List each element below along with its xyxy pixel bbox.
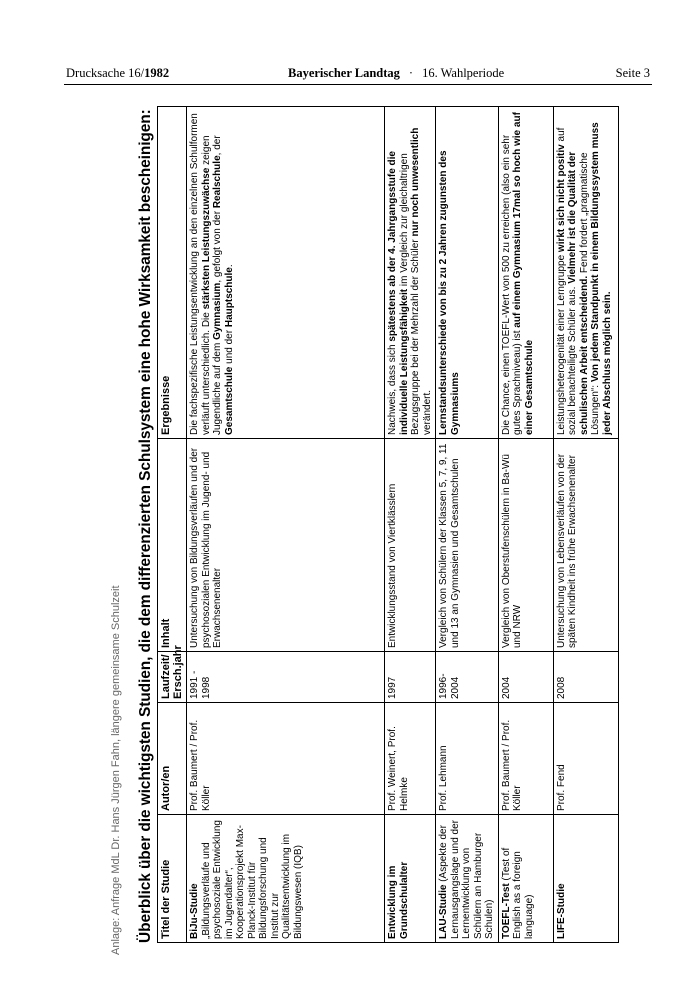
cell-laufzeit: 2008: [553, 652, 618, 703]
header-rule: [64, 84, 652, 85]
cell-titel: LAU-Studie (Aspekte der Lernausgangslage und der Lernentwicklung von Schülern an Hamburger Schulen): [436, 815, 499, 943]
cell-ergebnisse: Lernstandsunterschiede von bis zu 2 Jahren zugunsten des Gymnasiums: [436, 107, 499, 439]
rotated-content: [110, 107, 613, 965]
cell-titel: LIFE-Studie: [553, 815, 618, 943]
cell-laufzeit: 1991 - 1998: [187, 652, 385, 703]
table-title: Überblick über die wichtigsten Studien, die dem differenzierten Schulsystem eine hohe Wirksamkeit bescheinigen:: [137, 109, 154, 943]
cell-inhalt: Vergleich von Schülern der Klassen 5, 7, 9, 11 und 13 an Gymnasien und Gesamtschulen: [436, 439, 499, 652]
col-header-ergebnisse: Ergebnisse: [158, 107, 187, 439]
cell-titel: BiJu-Studie „Bildungsverläufe und psychosoziale Entwicklung im Jugendalter“, Kooperationsprojekt Max-Planck-Institut für Bildungsforschung und Institut zur Qualitätsentwicklung im Bildungswesen (IQB): [187, 815, 385, 943]
header-parliament: Bayerischer Landtag · 16. Wahlperiode: [288, 66, 505, 80]
cell-laufzeit: 2004: [498, 652, 553, 703]
col-header-titel: Titel der Studie: [158, 815, 187, 943]
cell-laufzeit: 1996-2004: [436, 652, 499, 703]
studies-table: [157, 106, 619, 943]
cell-ergebnisse: Nachweis, dass sich spätestens ab der 4. Jahrgangsstufe die individuelle Leistungsfähigkeit im Vergleich zur gleichaltrigen Bezugsgruppe bei der Mehrzahl der Schüler nur noch unwesentlich verändert.: [385, 107, 436, 439]
table-row: [553, 107, 618, 943]
drucksache-number: Drucksache 16/1982: [66, 66, 170, 80]
cell-ergebnisse: Leistungsheterogenität einer Lerngruppe wirkt sich nicht positiv auf sozial benachteiligte Schüler aus. Vielmehr ist die Qualität der schulischen Arbeit entscheidend. Fend fordert „pragmatische Lösungen“: Von jedem Standpunkt in einem Bildungssystem muss jeder Abschluss möglich sein.: [553, 107, 618, 439]
page-number: Seite 3: [615, 66, 650, 80]
cell-laufzeit: 1997: [385, 652, 436, 703]
attachment-note: Anlage: Anfrage MdL Dr. Hans Jürgen Fahn, längere gemeinsame Schulzeit: [110, 585, 122, 955]
table-header-row: [158, 107, 187, 943]
cell-autor: Prof. Weinert, Prof. Helmke: [385, 703, 436, 815]
cell-ergebnisse: Die Chance, einen TOEFL-Wert von 500 zu erreichen (also ein sehr gutes Sprachniveau) ist auf einem Gymnasium 17mal so hoch wie auf einer Gesamtschule: [498, 107, 553, 439]
cell-autor: Prof. Baumert / Prof. Köller: [498, 703, 553, 815]
cell-autor: Prof. Lehmann: [436, 703, 499, 815]
cell-inhalt: Entwicklungsstand von Viertklässlern: [385, 439, 436, 652]
cell-ergebnisse: Die fachspezifische Leistungsentwicklung an den einzelnen Schulformen verläuft unterschiedlich. Die stärksten Leistungszuwächse zeigen Jugendliche auf dem Gymnasium, gefolgt von der Realschule, der Gesamtschule und der Hauptschule.: [187, 107, 385, 439]
cell-titel: Entwicklung im Grundschulalter: [385, 815, 436, 943]
cell-inhalt: Untersuchung von Lebensverläufen von der späten Kindheit ins frühe Erwachsenenalter: [553, 439, 618, 652]
cell-inhalt: Vergleich von Oberstufenschülern in Ba-Wü und NRW: [498, 439, 553, 652]
cell-autor: Prof. Baumert / Prof. Köller: [187, 703, 385, 815]
table-row: [436, 107, 499, 943]
cell-inhalt: Untersuchung von Bildungsverläufen und der psychosozialen Entwicklung im Jugend- und Erwachsenenalter: [187, 439, 385, 652]
col-header-autor: Autor/en: [158, 703, 187, 815]
cell-autor: Prof. Fend: [553, 703, 618, 815]
cell-titel: TOEFL-Test (Test of English as a foreign language): [498, 815, 553, 943]
col-header-inhalt: Inhalt: [158, 439, 187, 652]
table-row: [385, 107, 436, 943]
table-row: [187, 107, 385, 943]
table-row: [498, 107, 553, 943]
col-header-laufzeit: Laufzeit/ Ersch.jahr: [158, 652, 187, 703]
